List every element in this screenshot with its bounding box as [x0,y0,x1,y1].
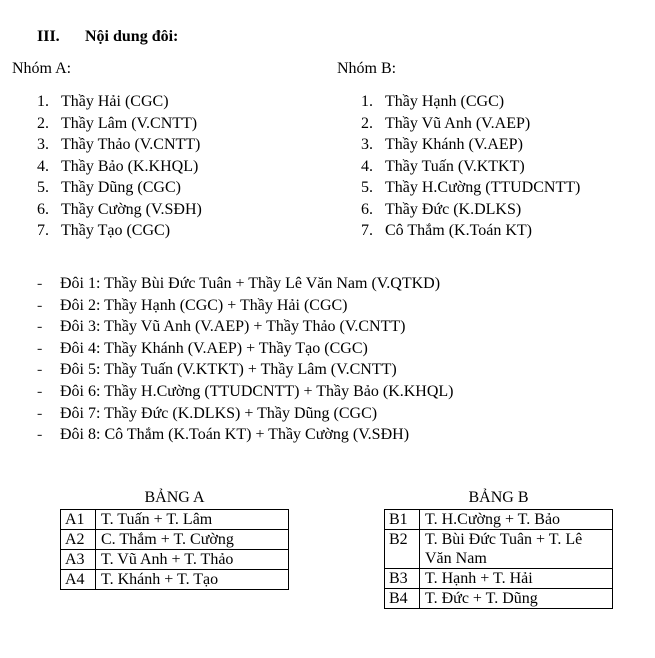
pair-item: - Đôi 2: Thầy Hạnh (CGC) + Thầy Hải (CGC) [37,296,348,314]
list-item: 2. Thầy Vũ Anh (V.AEP) [361,114,531,132]
section-number: III. [37,28,60,45]
list-item: 2. Thầy Lâm (V.CNTT) [37,114,198,132]
list-item: 3. Thầy Khánh (V.AEP) [361,136,523,153]
list-item: 6. Thầy Cường (V.SĐH) [37,200,202,218]
group-a-title: Nhóm A: [12,60,72,77]
table-row: A1 T. Tuấn + T. Lâm [61,510,289,530]
list-item: 5. Thầy H.Cường (TTUDCNTT) [361,179,581,196]
list-item: 6. Thầy Đức (K.DLKS) [361,200,522,218]
table-row: A4 T. Khánh + T. Tạo [61,570,289,590]
pair-item: - Đôi 3: Thầy Vũ Anh (V.AEP) + Thầy Thảo (V.CNTT) [37,318,406,336]
section-title: Nội dung đôi: [85,28,179,45]
list-item: 4. Thầy Tuấn (V.KTKT) [361,157,525,175]
pair-item: - Đôi 8: Cô Thắm (K.Toán KT) + Thầy Cường (V.SĐH) [37,426,410,444]
list-item: 1. Thầy Hạnh (CGC) [361,93,505,110]
list-item: 7. Cô Thắm (K.Toán KT) [361,222,532,239]
table-row: B3 T. Hạnh + T. Hải [385,569,613,589]
table-row: B1 T. H.Cường + T. Bảo [385,510,613,530]
pair-item: - Đôi 7: Thầy Đức (K.DLKS) + Thầy Dũng (CGC) [37,404,378,422]
pair-item: - Đôi 4: Thầy Khánh (V.AEP) + Thầy Tạo (CGC) [37,339,368,357]
list-item: 5. Thầy Dũng (CGC) [37,179,181,196]
table-a [60,509,289,590]
table-b [384,509,613,609]
pair-item: - Đôi 5: Thầy Tuấn (V.KTKT) + Thầy Lâm (V.CNTT) [37,361,397,379]
group-b-title: Nhóm B: [337,60,397,77]
table-a-title: BẢNG A [144,489,205,506]
list-item: 7. Thầy Tạo (CGC) [37,222,171,239]
pair-item: - Đôi 6: Thầy H.Cường (TTUDCNTT) + Thầy Bảo (K.KHQL) [37,382,454,400]
pair-item: - Đôi 1: Thầy Bùi Đức Tuân + Thầy Lê Văn Nam (V.QTKD) [37,275,441,292]
table-b-title: BẢNG B [468,489,529,506]
list-item: 1. Thầy Hải (CGC) [37,93,169,110]
group-b-list [361,91,580,242]
table-row: B4 T. Đức + T. Dũng [385,589,613,609]
table-row: A2 C. Thắm + T. Cường [61,530,289,550]
group-a-list [37,91,202,242]
list-item: 3. Thầy Thảo (V.CNTT) [37,136,201,153]
pairs-list [37,273,454,446]
table-row: A3 T. Vũ Anh + T. Thảo [61,550,289,570]
section-heading [37,28,178,46]
table-row: B2 T. Bùi Đức Tuân + T. Lê Văn Nam [385,530,613,569]
list-item: 4. Thầy Bảo (K.KHQL) [37,157,199,175]
